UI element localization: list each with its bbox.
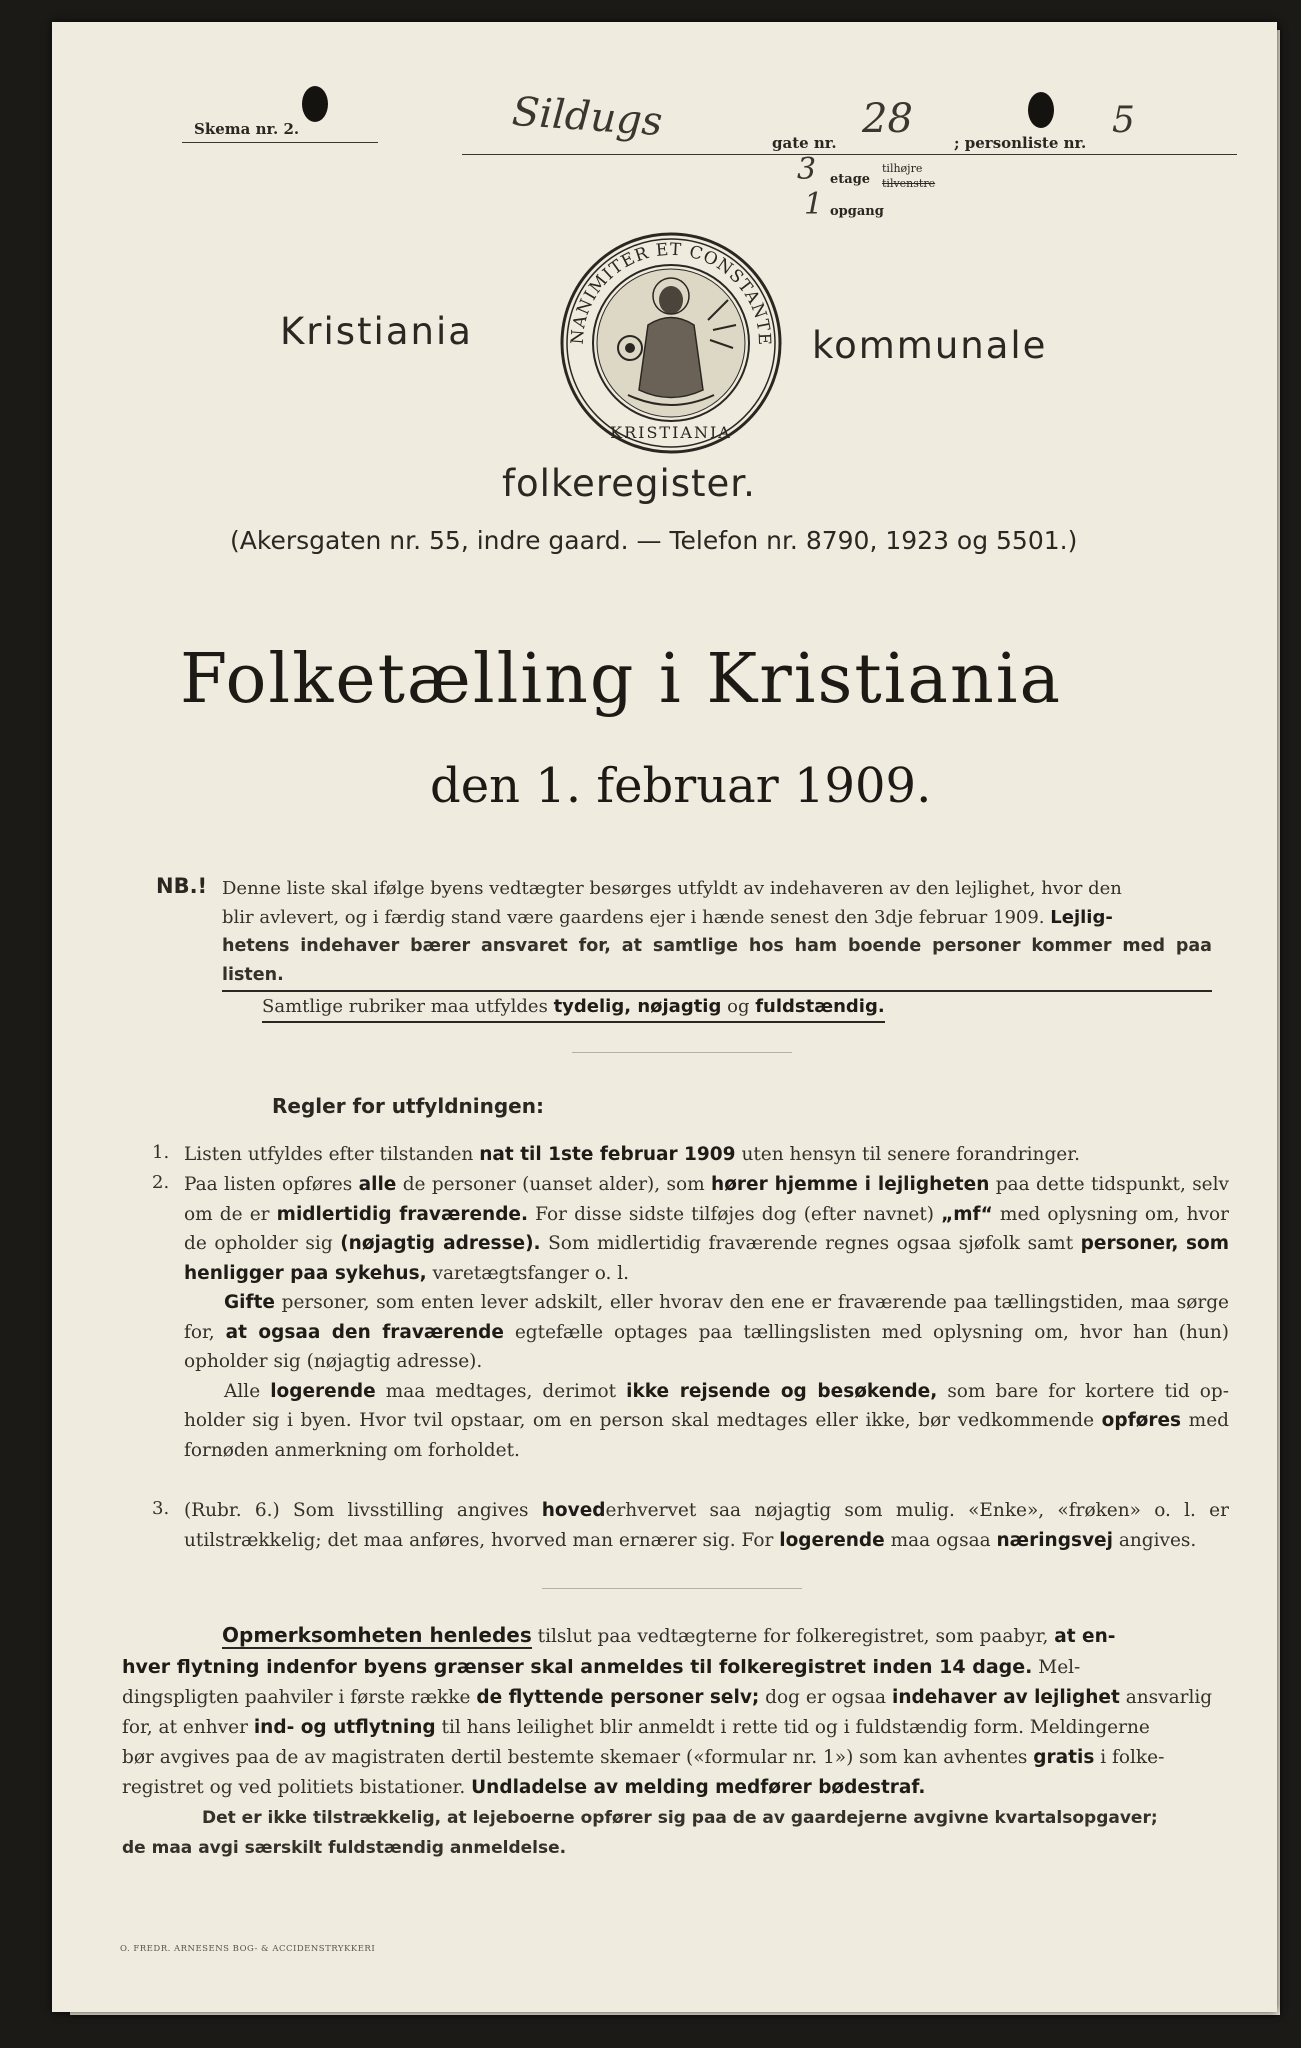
rule-3-number: 3.: [152, 1498, 170, 1519]
nb-label: NB.!: [156, 874, 208, 898]
folkeregister-word: folkeregister.: [502, 462, 756, 505]
notice-lead: Opmerksomheten henledes: [222, 1623, 532, 1647]
rule-2-number: 2.: [152, 1172, 170, 1193]
rule-2-text: Paa listen opføres alle de personer (uanset alder), som hører hjemme i lejligheten paa dette tidspunkt, selv om de er midlertidig fraværende. For disse sidste tilføjes dog (efter navnet) „mf“ med oplysning om, hvor de opholder sig (nøjagtig adresse). Som midlertidig fraværende regnes ogsaa sjøfolk samt personer, som henligger paa sykehus, varetægtsfanger o. l. Gifte personer, som enten lever adskilt, eller hvorav den ene er fraværende paa tællingstiden, maa sørge for, at ogsaa den fraværende egtefælle optages paa tællingslisten med oplysning om, hvor han (hun) opholder sig (nøjagtig adresse). Alle logerende maa medtages, derimot ikke rejsende og besøkende, som bare for kortere tid op- holder sig i byen. Hvor tvil opstaar, om en person skal medtages eller ikke, bør vedkommende opføres med fornøden anmerkning om forholdet.: [184, 1170, 1229, 1465]
nb-line-2: blir avlevert, og i færdig stand være gaardens ejer i hænde senest den 3dje februar 1909. Lejlig-: [222, 907, 1113, 928]
gate-nr-label: gate nr.: [772, 134, 837, 152]
census-title: Folketælling i Kristiania: [180, 640, 1063, 719]
nb-line-3: hetens indehaver bærer ansvaret for, at samtlige hos ham boende personer kommer med paa listen.: [222, 932, 1212, 992]
rule-3-text: (Rubr. 6.) Som livsstilling angives hovederhvervet saa nøjagtig som mulig. «Enke», «frøken» o. l. er utilstrækkelig; det maa anføres, hvorved man ernærer sig. For logerende maa ogsaa næringsvej angives.: [184, 1500, 1229, 1551]
rule-2-gifte: Gifte personer, som enten lever adskilt, eller hvorav den ene er fraværende paa tællingstiden, maa sørge for, at ogsaa den fraværende egtefælle optages paa tællingslisten med oplysning om, hvor han (hun) opholder sig (nøjagtig adresse).: [184, 1292, 1229, 1372]
notice-line-7: Det er ikke tilstrækkelig, at lejeboerne opfører sig paa de av gaardejerne avgivne kvartalsopgaver;: [202, 1808, 1158, 1828]
skema-label: Skema nr. 2.: [194, 120, 300, 138]
office-address: (Akersgaten nr. 55, indre gaard. — Telefon nr. 8790, 1923 og 5501.): [230, 526, 1078, 555]
printer-credit: O. FREDR. ARNESENS BOG- & ACCIDENSTRYKKERI: [120, 1944, 376, 1954]
notice-line-8: de maa avgi særskilt fuldstændig anmeldelse.: [122, 1838, 567, 1858]
punch-hole-left: [302, 86, 328, 122]
city-seal: [558, 230, 784, 456]
rule-1-number: 1.: [152, 1142, 170, 1163]
punch-hole-right: [1028, 92, 1054, 128]
etage-value: 3: [797, 152, 817, 187]
seal-city-name: KRISTIANIA: [610, 423, 732, 442]
notice-line-2: hver flytning indenfor byens grænser skal anmeldes til folkeregistret inden 14 dage. Mel-: [122, 1656, 1081, 1678]
notice-line-1: Opmerksomheten henledes tilslut paa vedtægterne for folkeregistret, som paabyr, at en-: [222, 1623, 1116, 1647]
nb-line-4: Samtlige rubriker maa utfyldes tydelig, nøjagtig og fuldstændig.: [262, 992, 885, 1023]
header-underline: [462, 154, 1237, 155]
kristiania-word: Kristiania: [280, 310, 473, 353]
etage-side: tilhøjre: [882, 162, 923, 175]
census-form-page: [52, 22, 1277, 2012]
notice-paragraph: [122, 1620, 1222, 1863]
census-date: den 1. februar 1909.: [430, 758, 932, 814]
gate-nr-value: 28: [862, 96, 913, 142]
nb-paragraph: [222, 874, 1212, 1023]
seal-graphic: [558, 230, 784, 456]
personliste-value: 5: [1112, 100, 1135, 141]
rule-2-logerende: Alle logerende maa medtages, derimot ikke rejsende og besøkende, som bare for kortere tid op- holder sig i byen. Hvor tvil opstaar, om en person skal medtages eller ikke, bør vedkommende opføres med fornøden anmerkning om forholdet.: [184, 1380, 1229, 1461]
notice-line-6: registret og ved politiets bistationer. Undladelse av melding medfører bødestraf.: [122, 1777, 926, 1798]
kommunale-word: kommunale: [812, 324, 1048, 367]
nb-line-1: Denne liste skal ifølge byens vedtægter besørges utfyldt av indehaveren av den lejlighet, hvor den: [222, 878, 1122, 899]
rules-heading: Regler for utfyldningen:: [272, 1094, 544, 1118]
skema-underline: [182, 142, 378, 143]
notice-line-4: for, at enhver ind- og utflytning til hans leilighet blir anmeldt i rette tid og i fuldstændig form. Meldingerne: [122, 1717, 1150, 1738]
etage-label: etage: [830, 172, 871, 187]
separator-2: [542, 1588, 802, 1589]
rule-1-text: Listen utfyldes efter tilstanden nat til 1ste februar 1909 uten hensyn til senere forandringer.: [184, 1144, 1080, 1165]
etage-side-struck: tilvenstre: [882, 177, 936, 190]
separator-1: [572, 1052, 792, 1053]
opgang-value: 1: [804, 187, 824, 222]
notice-line-3: dingspligten paahviler i første række de flyttende personer selv; dog er ogsaa indehaver av lejlighet ansvarlig: [122, 1687, 1213, 1708]
notice-line-5: bør avgives paa de av magistraten dertil bestemte skemaer («formular nr. 1») som kan avhentes gratis i folke-: [122, 1747, 1165, 1768]
seal-motto: NANIMITER ET CONSTANTE: [567, 239, 775, 347]
opgang-label: opgang: [830, 204, 884, 219]
street-name-handwritten: Sildugs: [510, 88, 664, 146]
personliste-label: ; personliste nr.: [954, 134, 1087, 152]
